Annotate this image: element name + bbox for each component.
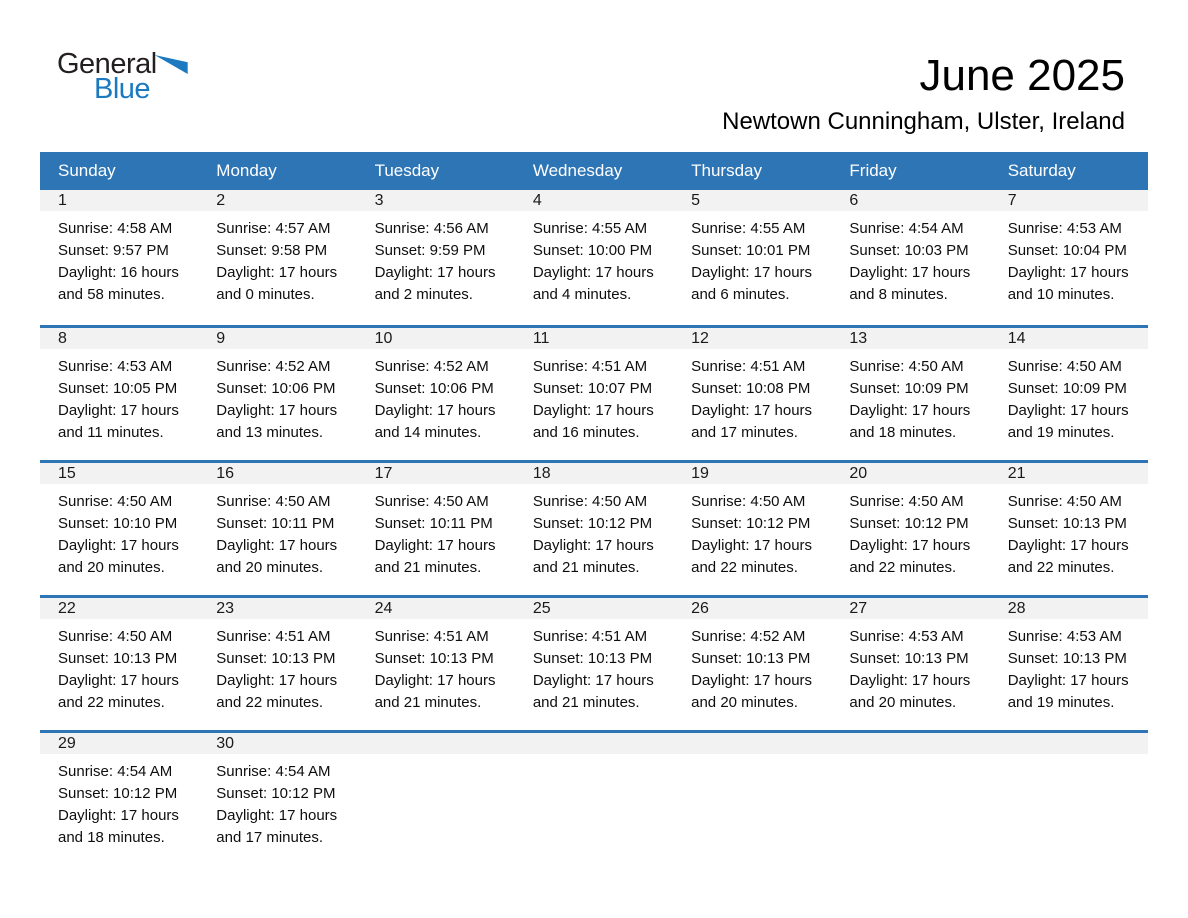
sunset-text: Sunset: 10:13 PM: [1007, 515, 1127, 532]
daylight-text-line2: and 21 minutes.: [532, 694, 640, 711]
day-info: [990, 619, 1148, 714]
day-info: [40, 754, 198, 849]
sunset-text: Sunset: 10:09 PM: [1007, 380, 1127, 397]
day-cell: [990, 463, 1148, 595]
day-cell: [831, 463, 989, 595]
day-info: [198, 484, 356, 579]
day-number: 3: [357, 190, 515, 211]
sunrise-text: Sunrise: 4:50 AM: [849, 493, 964, 510]
sunrise-text: Sunrise: 4:52 AM: [374, 358, 489, 375]
daylight-text-line1: Daylight: 17 hours: [849, 402, 971, 419]
empty-day-cell: [831, 733, 989, 865]
sunset-text: Sunset: 9:58 PM: [216, 242, 328, 259]
day-number: 12: [673, 328, 831, 349]
sunrise-text: Sunrise: 4:50 AM: [216, 493, 331, 510]
day-info: [673, 484, 831, 579]
empty-day-cell: [357, 733, 515, 865]
daylight-text-line2: and 10 minutes.: [1007, 286, 1115, 303]
daylight-text-line1: Daylight: 17 hours: [58, 807, 179, 824]
daylight-text-line1: Daylight: 16 hours: [58, 264, 179, 281]
day-number: 13: [831, 328, 989, 349]
day-info: [357, 484, 515, 579]
day-number: 2: [198, 190, 356, 211]
sunrise-text: Sunrise: 4:53 AM: [58, 358, 173, 375]
day-cell: [673, 190, 831, 325]
sunset-text: Sunset: 10:12 PM: [58, 785, 178, 802]
sunrise-text: Sunrise: 4:57 AM: [216, 220, 331, 237]
sunset-text: Sunset: 10:06 PM: [374, 380, 494, 397]
daylight-text-line2: and 20 minutes.: [58, 559, 165, 576]
day-cell: [198, 598, 356, 730]
sunset-text: Sunset: 10:13 PM: [58, 650, 178, 667]
general-blue-logo: [40, 0, 188, 104]
daylight-text-line1: Daylight: 17 hours: [691, 264, 813, 281]
day-cell: [515, 598, 673, 730]
day-info: [831, 484, 989, 579]
day-cell: [990, 190, 1148, 325]
day-number: 30: [198, 733, 356, 754]
day-info: [831, 211, 989, 306]
sunrise-text: Sunrise: 4:50 AM: [374, 493, 489, 510]
sunset-text: Sunset: 10:09 PM: [849, 380, 969, 397]
week-row: [40, 325, 1148, 460]
sunrise-text: Sunrise: 4:51 AM: [374, 628, 489, 645]
day-cell: [515, 463, 673, 595]
day-cell: [198, 328, 356, 460]
sunrise-text: Sunrise: 4:53 AM: [849, 628, 964, 645]
title-block: [722, 0, 1148, 136]
sunrise-text: Sunrise: 4:50 AM: [691, 493, 806, 510]
day-number: [673, 733, 831, 754]
daylight-text-line2: and 17 minutes.: [216, 829, 324, 846]
week-row: [40, 595, 1148, 730]
day-info: [990, 484, 1148, 579]
day-number: 18: [515, 463, 673, 484]
day-cell: [831, 328, 989, 460]
day-info: [990, 211, 1148, 306]
day-number: 28: [990, 598, 1148, 619]
page-title: June 2025: [919, 51, 1125, 100]
daylight-text-line2: and 16 minutes.: [532, 424, 640, 441]
sunrise-text: Sunrise: 4:56 AM: [374, 220, 489, 237]
day-info: [673, 211, 831, 306]
sunrise-text: Sunrise: 4:55 AM: [532, 220, 648, 237]
day-info: [357, 619, 515, 714]
sunset-text: Sunset: 10:12 PM: [849, 515, 969, 532]
daylight-text-line2: and 21 minutes.: [374, 559, 482, 576]
sunset-text: Sunset: 9:59 PM: [374, 242, 486, 259]
sunrise-text: Sunrise: 4:50 AM: [58, 628, 173, 645]
day-number: 29: [40, 733, 198, 754]
day-number: 9: [198, 328, 356, 349]
daylight-text-line1: Daylight: 17 hours: [216, 672, 338, 689]
daylight-text-line1: Daylight: 17 hours: [532, 264, 654, 281]
daylight-text-line2: and 58 minutes.: [58, 286, 165, 303]
daylight-text-line1: Daylight: 17 hours: [216, 537, 338, 554]
sunset-text: Sunset: 10:13 PM: [374, 650, 494, 667]
sunrise-text: Sunrise: 4:54 AM: [216, 763, 331, 780]
sunrise-text: Sunrise: 4:51 AM: [691, 358, 806, 375]
daylight-text-line2: and 6 minutes.: [691, 286, 790, 303]
day-info: [198, 619, 356, 714]
daylight-text-line1: Daylight: 17 hours: [532, 672, 654, 689]
day-cell: [357, 598, 515, 730]
weekday-header-friday: Friday: [849, 161, 897, 180]
sunset-text: Sunset: 10:12 PM: [691, 515, 811, 532]
daylight-text-line1: Daylight: 17 hours: [1007, 672, 1129, 689]
daylight-text-line2: and 20 minutes.: [216, 559, 324, 576]
empty-day-cell: [673, 733, 831, 865]
day-info: [198, 211, 356, 306]
day-cell: [40, 190, 198, 325]
calendar-grid: [40, 190, 1148, 865]
day-cell: [831, 598, 989, 730]
day-info: [40, 211, 198, 306]
sunset-text: Sunset: 10:05 PM: [58, 380, 178, 397]
weekday-header-wednesday: Wednesday: [532, 161, 623, 180]
daylight-text-line1: Daylight: 17 hours: [216, 264, 338, 281]
day-number: 5: [673, 190, 831, 211]
daylight-text-line1: Daylight: 17 hours: [374, 537, 496, 554]
day-number: 21: [990, 463, 1148, 484]
sunset-text: Sunset: 10:13 PM: [216, 650, 336, 667]
day-cell: [198, 463, 356, 595]
sunset-text: Sunset: 10:11 PM: [374, 515, 493, 532]
day-cell: [515, 190, 673, 325]
day-cell: [198, 733, 356, 865]
daylight-text-line1: Daylight: 17 hours: [532, 537, 654, 554]
daylight-text-line2: and 4 minutes.: [532, 286, 632, 303]
day-cell: [40, 598, 198, 730]
day-info: [831, 349, 989, 444]
day-info: [40, 484, 198, 579]
daylight-text-line1: Daylight: 17 hours: [1007, 264, 1129, 281]
daylight-text-line2: and 22 minutes.: [691, 559, 798, 576]
daylight-text-line2: and 19 minutes.: [1007, 424, 1115, 441]
day-number: 11: [515, 328, 673, 349]
day-number: 24: [357, 598, 515, 619]
sunrise-text: Sunrise: 4:58 AM: [58, 220, 173, 237]
daylight-text-line2: and 19 minutes.: [1007, 694, 1115, 711]
day-number: 19: [673, 463, 831, 484]
daylight-text-line2: and 20 minutes.: [691, 694, 798, 711]
daylight-text-line1: Daylight: 17 hours: [691, 402, 813, 419]
daylight-text-line1: Daylight: 17 hours: [1007, 537, 1129, 554]
daylight-text-line2: and 17 minutes.: [691, 424, 798, 441]
day-cell: [990, 598, 1148, 730]
sunrise-text: Sunrise: 4:52 AM: [216, 358, 331, 375]
day-number: 1: [40, 190, 198, 211]
sunset-text: Sunset: 10:10 PM: [58, 515, 178, 532]
day-number: 23: [198, 598, 356, 619]
daylight-text-line2: and 22 minutes.: [849, 559, 957, 576]
sunrise-text: Sunrise: 4:51 AM: [532, 628, 648, 645]
daylight-text-line1: Daylight: 17 hours: [374, 402, 496, 419]
day-number: [831, 733, 989, 754]
week-row: [40, 730, 1148, 865]
sunset-text: Sunset: 10:13 PM: [1007, 650, 1127, 667]
sunrise-text: Sunrise: 4:50 AM: [1007, 358, 1122, 375]
sunset-text: Sunset: 10:13 PM: [532, 650, 653, 667]
sunrise-text: Sunrise: 4:50 AM: [532, 493, 648, 510]
day-number: 26: [673, 598, 831, 619]
daylight-text-line1: Daylight: 17 hours: [849, 537, 971, 554]
daylight-text-line2: and 22 minutes.: [1007, 559, 1115, 576]
sunset-text: Sunset: 10:06 PM: [216, 380, 336, 397]
day-number: 25: [515, 598, 673, 619]
logo-triangle-icon: [155, 55, 188, 74]
daylight-text-line1: Daylight: 17 hours: [849, 672, 971, 689]
sunrise-text: Sunrise: 4:54 AM: [58, 763, 173, 780]
day-cell: [990, 328, 1148, 460]
weekday-header-saturday: Saturday: [1007, 161, 1076, 180]
day-info: [40, 349, 198, 444]
sunset-text: Sunset: 10:01 PM: [691, 242, 811, 259]
sunset-text: Sunset: 10:13 PM: [849, 650, 969, 667]
weekday-header-monday: Monday: [216, 161, 277, 180]
sunset-text: Sunset: 10:12 PM: [216, 785, 336, 802]
daylight-text-line2: and 22 minutes.: [58, 694, 165, 711]
week-row: [40, 460, 1148, 595]
day-cell: [40, 328, 198, 460]
weekday-header-row: [40, 152, 1148, 190]
day-number: 22: [40, 598, 198, 619]
day-cell: [40, 463, 198, 595]
day-number: [990, 733, 1148, 754]
sunset-text: Sunset: 10:11 PM: [216, 515, 335, 532]
day-cell: [831, 190, 989, 325]
sunrise-text: Sunrise: 4:53 AM: [1007, 628, 1122, 645]
day-cell: [673, 598, 831, 730]
daylight-text-line2: and 21 minutes.: [532, 559, 640, 576]
sunrise-text: Sunrise: 4:51 AM: [532, 358, 648, 375]
day-cell: [357, 463, 515, 595]
weekday-header-tuesday: Tuesday: [374, 161, 440, 180]
masthead: [40, 0, 1148, 152]
day-number: 8: [40, 328, 198, 349]
day-info: [40, 619, 198, 714]
day-number: 16: [198, 463, 356, 484]
sunset-text: Sunset: 10:13 PM: [691, 650, 811, 667]
day-info: [198, 754, 356, 849]
week-row: [40, 190, 1148, 325]
day-cell: [357, 328, 515, 460]
day-cell: [198, 190, 356, 325]
day-info: [515, 484, 673, 579]
logo-word-general: General: [57, 48, 157, 80]
day-number: 27: [831, 598, 989, 619]
sunrise-text: Sunrise: 4:53 AM: [1007, 220, 1122, 237]
daylight-text-line2: and 22 minutes.: [216, 694, 324, 711]
weekday-header-thursday: Thursday: [691, 161, 762, 180]
daylight-text-line1: Daylight: 17 hours: [1007, 402, 1129, 419]
daylight-text-line2: and 18 minutes.: [58, 829, 165, 846]
day-cell: [673, 463, 831, 595]
day-info: [990, 349, 1148, 444]
day-cell: [40, 733, 198, 865]
day-info: [515, 619, 673, 714]
daylight-text-line2: and 20 minutes.: [849, 694, 957, 711]
sunset-text: Sunset: 10:12 PM: [532, 515, 653, 532]
day-number: [357, 733, 515, 754]
page-content: [40, 0, 1148, 865]
sunset-text: Sunset: 10:07 PM: [532, 380, 653, 397]
location-subtitle: Newtown Cunningham, Ulster, Ireland: [722, 108, 1125, 135]
daylight-text-line1: Daylight: 17 hours: [216, 807, 338, 824]
daylight-text-line1: Daylight: 17 hours: [374, 672, 496, 689]
day-info: [198, 349, 356, 444]
sunrise-text: Sunrise: 4:50 AM: [849, 358, 964, 375]
day-number: 10: [357, 328, 515, 349]
daylight-text-line2: and 14 minutes.: [374, 424, 482, 441]
day-info: [673, 619, 831, 714]
day-info: [831, 619, 989, 714]
sunset-text: Sunset: 10:08 PM: [691, 380, 811, 397]
daylight-text-line1: Daylight: 17 hours: [58, 402, 179, 419]
day-cell: [515, 328, 673, 460]
daylight-text-line2: and 18 minutes.: [849, 424, 957, 441]
day-cell: [357, 190, 515, 325]
daylight-text-line1: Daylight: 17 hours: [691, 537, 813, 554]
sunset-text: Sunset: 9:57 PM: [58, 242, 169, 259]
sunrise-text: Sunrise: 4:55 AM: [691, 220, 806, 237]
day-info: [515, 349, 673, 444]
daylight-text-line2: and 13 minutes.: [216, 424, 324, 441]
sunset-text: Sunset: 10:00 PM: [532, 242, 653, 259]
day-number: 6: [831, 190, 989, 211]
daylight-text-line2: and 0 minutes.: [216, 286, 315, 303]
daylight-text-line1: Daylight: 17 hours: [58, 672, 179, 689]
daylight-text-line1: Daylight: 17 hours: [532, 402, 654, 419]
sunset-text: Sunset: 10:03 PM: [849, 242, 969, 259]
daylight-text-line2: and 11 minutes.: [58, 424, 164, 441]
day-info: [673, 349, 831, 444]
day-info: [357, 211, 515, 306]
daylight-text-line1: Daylight: 17 hours: [216, 402, 338, 419]
empty-day-cell: [990, 733, 1148, 865]
day-number: 15: [40, 463, 198, 484]
daylight-text-line2: and 2 minutes.: [374, 286, 473, 303]
daylight-text-line1: Daylight: 17 hours: [374, 264, 496, 281]
empty-day-cell: [515, 733, 673, 865]
logo-word-blue: Blue: [94, 73, 151, 105]
daylight-text-line1: Daylight: 17 hours: [691, 672, 813, 689]
sunrise-text: Sunrise: 4:52 AM: [691, 628, 806, 645]
day-cell: [673, 328, 831, 460]
day-number: 17: [357, 463, 515, 484]
day-info: [357, 349, 515, 444]
day-number: [515, 733, 673, 754]
day-number: 4: [515, 190, 673, 211]
sunrise-text: Sunrise: 4:50 AM: [58, 493, 173, 510]
day-number: 7: [990, 190, 1148, 211]
sunset-text: Sunset: 10:04 PM: [1007, 242, 1127, 259]
day-number: 20: [831, 463, 989, 484]
sunrise-text: Sunrise: 4:54 AM: [849, 220, 964, 237]
sunrise-text: Sunrise: 4:51 AM: [216, 628, 331, 645]
daylight-text-line1: Daylight: 17 hours: [58, 537, 179, 554]
daylight-text-line2: and 21 minutes.: [374, 694, 482, 711]
daylight-text-line2: and 8 minutes.: [849, 286, 948, 303]
sunrise-text: Sunrise: 4:50 AM: [1007, 493, 1122, 510]
weekday-header-sunday: Sunday: [58, 161, 116, 180]
daylight-text-line1: Daylight: 17 hours: [849, 264, 971, 281]
day-info: [515, 211, 673, 306]
day-number: 14: [990, 328, 1148, 349]
